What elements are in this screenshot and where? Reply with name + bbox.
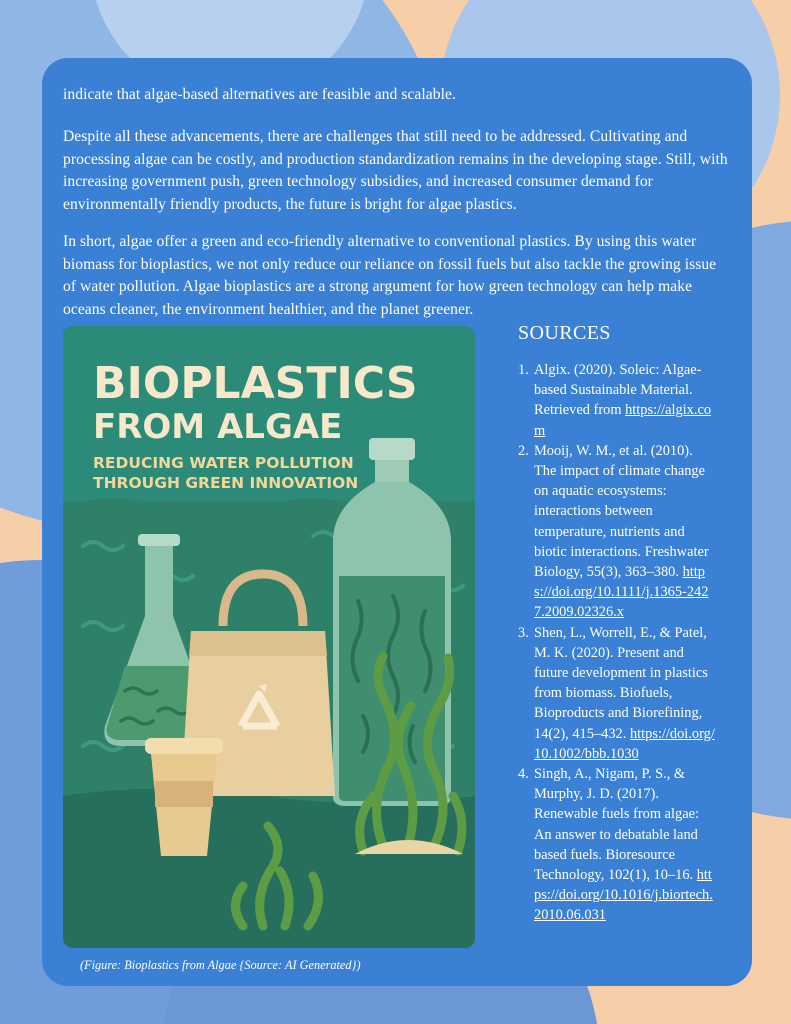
source-number: 2.	[518, 442, 529, 459]
source-item	[518, 623, 718, 764]
source-text: Mooij, W. M., et al. (2010). The impact of climate change on aquatic ecosystems: interactions between temperature, nutrients and biotic interactions. Freshwater Biology, 55(3), 363–380.	[534, 442, 709, 581]
article-paragraph: Despite all these advancements, there are challenges that still need to be addressed. Cultivating and processing algae can be costly, and production standardization remains in the developing stage. Still, with increasing government push, green technology subsidies, and increased consumer demand for environmentally friendly products, the future is bright for algae plastics.	[63, 128, 728, 213]
source-item	[518, 764, 718, 926]
source-link[interactable]: https://algix.com	[534, 402, 712, 439]
poster-title-line1: BIOPLASTICS	[93, 358, 418, 409]
source-number: 3.	[518, 624, 529, 641]
source-link[interactable]: https://doi.org/10.1002/bbb.1030	[534, 725, 715, 762]
source-item	[518, 441, 718, 623]
figure-caption: (Figure: Bioplastics from Algae {Source: AI Generated})	[80, 958, 361, 972]
bioplastics-poster-image	[63, 326, 475, 948]
content-card	[42, 58, 752, 986]
poster-title-line2: FROM ALGAE	[93, 407, 343, 447]
article-paragraph: indicate that algae-based alternatives are feasible and scalable.	[63, 86, 456, 103]
poster-subtitle-line1: REDUCING WATER POLLUTION	[93, 454, 354, 472]
source-text: Shen, L., Worrell, E., & Patel, M. K. (2020). Present and future development in plastics from biomass. Biofuels, Bioproducts and Biorefining, 14(2), 415–432.	[534, 624, 708, 742]
source-link[interactable]: https://doi.org/10.1016/j.biortech.2010.06.031	[534, 867, 713, 924]
sources-heading: SOURCES	[518, 322, 611, 344]
source-item	[518, 360, 718, 441]
sources-list	[518, 360, 718, 926]
article-paragraph: In short, algae offer a green and eco-friendly alternative to conventional plastics. By using this water biomass for bioplastics, we not only reduce our reliance on fossil fuels but also tackle the growing issue of water pollution. Algae bioplastics are a strong argument for how green technology can help make oceans cleaner, the environment healthier, and the planet greener.	[63, 233, 717, 318]
poster-subtitle-line2: THROUGH GREEN INNOVATION	[93, 474, 359, 492]
source-number: 4.	[518, 766, 529, 783]
source-text: Algix. (2020). Soleic: Algae-based Sustainable Material. Retrieved from	[534, 362, 702, 419]
source-number: 1.	[518, 362, 529, 378]
source-text: Singh, A., Nigam, P. S., & Murphy, J. D. (2017). Renewable fuels from algae: An answer to debatable land based fuels. Bioresource Technology, 102(1), 10–16.	[534, 766, 700, 884]
source-link[interactable]: https://doi.org/10.1111/j.1365-2427.2009.02326.x	[534, 564, 709, 621]
